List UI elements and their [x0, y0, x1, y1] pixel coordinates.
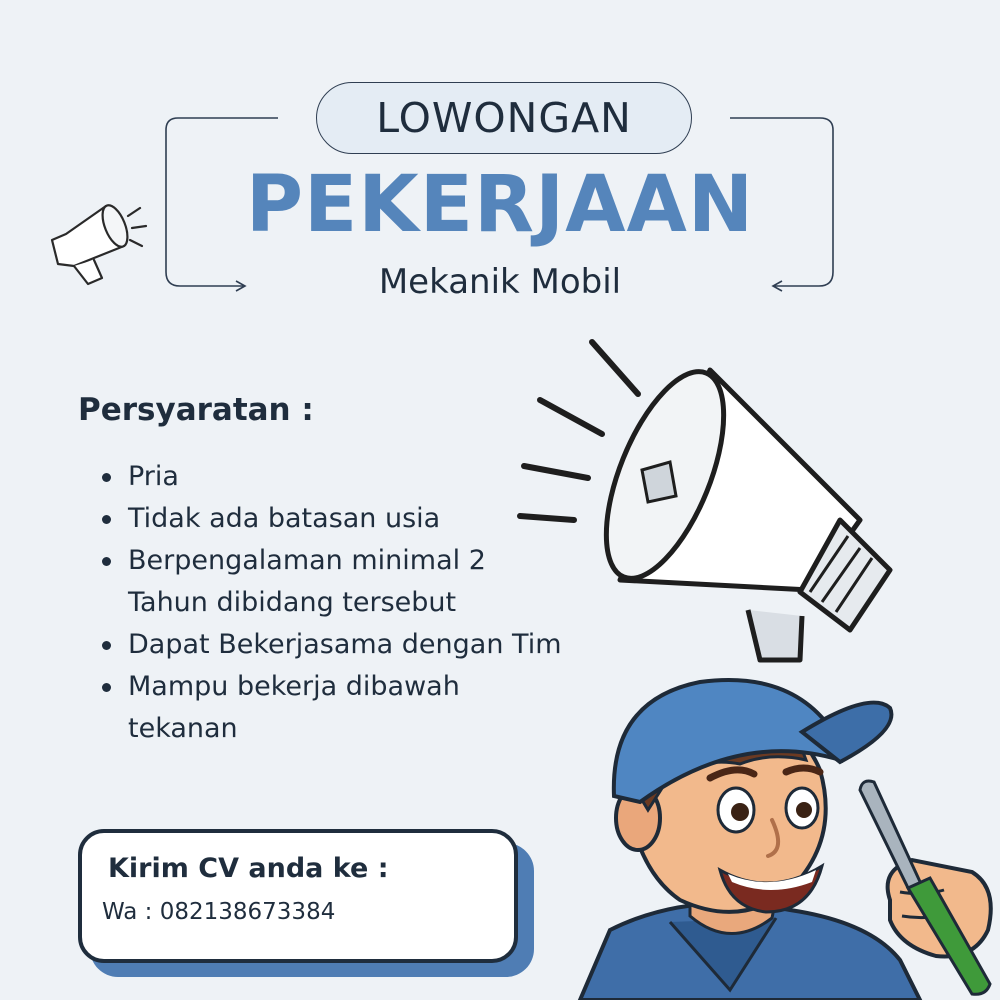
page-title: PEKERJAAN: [245, 160, 755, 250]
header-badge: [316, 82, 692, 154]
requirements-title: Persyaratan :: [78, 392, 314, 428]
list-item: Mampu bekerja dibawah tekanan: [98, 666, 568, 750]
list-item: Dapat Bekerjasama dengan Tim: [98, 624, 568, 666]
megaphone-large-icon: [510, 330, 910, 670]
requirements-list: [98, 456, 568, 750]
contact-card: [78, 829, 518, 963]
list-item: Pria: [98, 456, 568, 498]
megaphone-small-icon: [44, 186, 164, 296]
job-position: Mekanik Mobil: [378, 262, 622, 302]
screwdriver-icon: [850, 770, 1000, 1000]
contact-title: Kirim CV anda ke :: [108, 853, 389, 884]
list-item: Tidak ada batasan usia: [98, 498, 568, 540]
header-badge-label: LOWONGAN: [376, 94, 632, 142]
list-item: Berpengalaman minimal 2 Tahun dibidang tersebut: [98, 540, 568, 624]
whatsapp-number[interactable]: Wa : 082138673384: [102, 899, 336, 925]
